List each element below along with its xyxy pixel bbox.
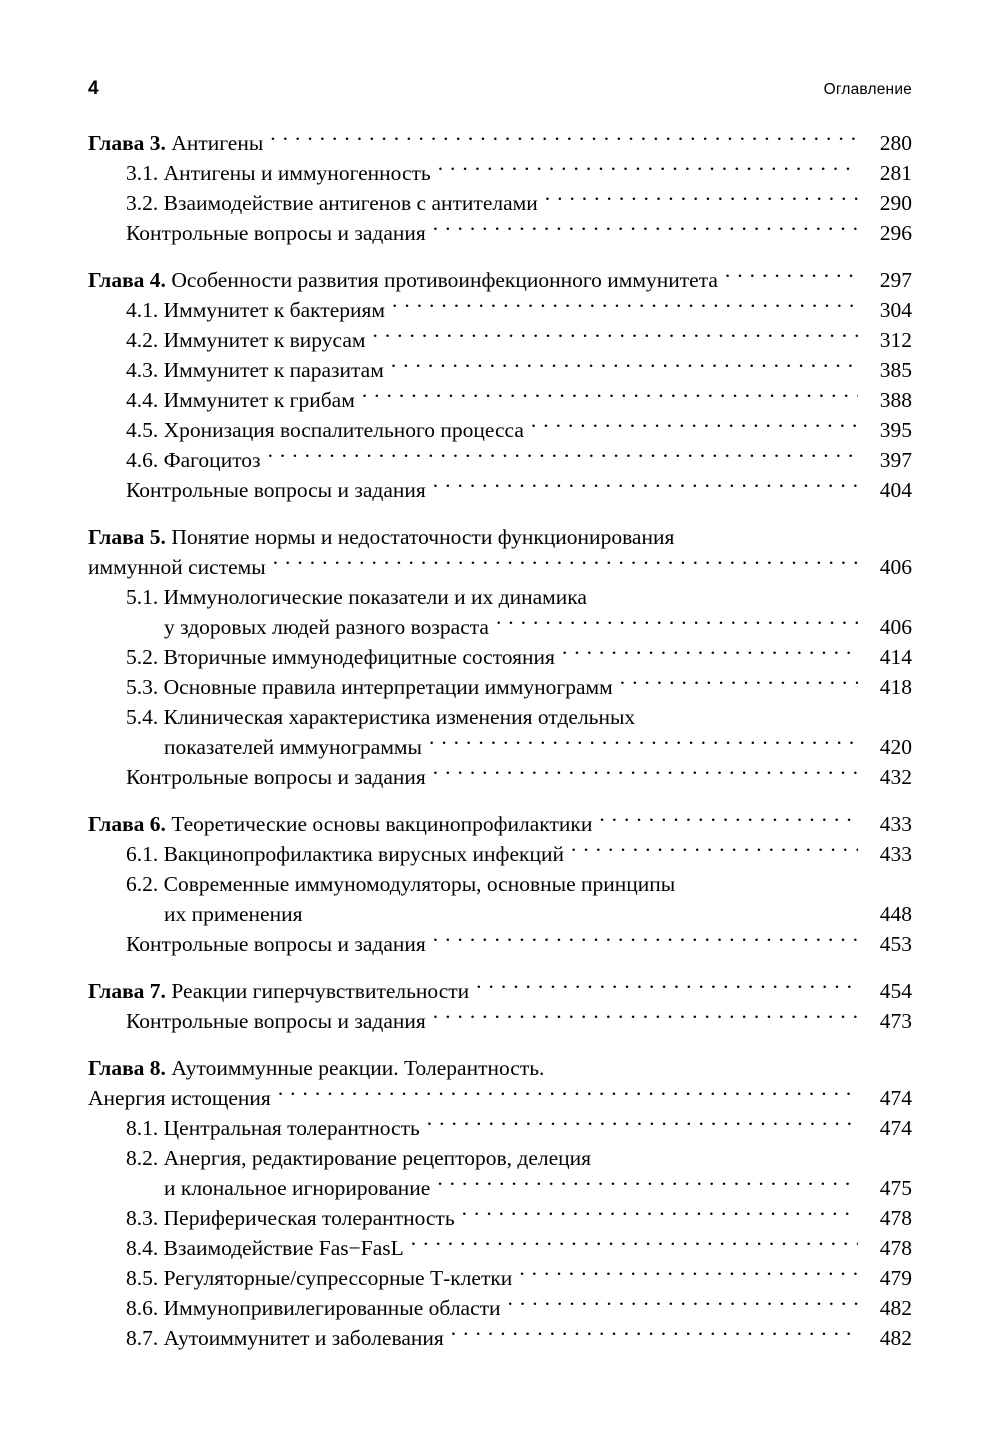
toc-entry-label (88, 523, 679, 553)
toc-leader-dots (598, 1143, 858, 1165)
running-title: Оглавление (823, 81, 912, 98)
toc-control-questions-entry[interactable] (88, 218, 912, 248)
toc-entry-label (88, 977, 474, 1007)
toc-entry-label: 3.2. Взаимодействие антигенов с антителами (126, 190, 538, 215)
toc-entry-label: 8.1. Центральная толерантность (126, 1115, 420, 1140)
toc-entry-label: 8.3. Периферическая толерантность (126, 1205, 455, 1230)
toc-entry-continuation[interactable] (88, 1083, 912, 1113)
toc-entry-label: 4.3. Иммунитет к паразитам (126, 357, 384, 382)
toc-section-entry[interactable] (88, 355, 912, 385)
toc-entry-label: Контрольные вопросы и задания (126, 931, 426, 956)
toc-chapter-entry[interactable] (88, 128, 912, 158)
toc-page-number: 454 (879, 978, 912, 1003)
toc-entry-label: и клональное игнорирование (164, 1175, 431, 1200)
toc-entry-continuation[interactable] (88, 1173, 912, 1203)
toc-entry-label: 6.2. Современные иммуномодуляторы, основные принципы (126, 871, 676, 896)
toc-leader-dots (391, 355, 858, 377)
toc-section-entry[interactable] (88, 415, 912, 445)
toc-group (88, 522, 912, 792)
toc-entry-label: показателей иммунограммы (164, 734, 422, 759)
toc-page-number: 397 (879, 447, 912, 472)
toc-page-number: 448 (879, 901, 912, 926)
toc-leader-dots (545, 188, 858, 210)
toc-group (88, 128, 912, 248)
toc-leader-dots (562, 642, 858, 664)
toc-chapter-number: Глава 6. (88, 811, 166, 836)
toc-entry-continuation[interactable] (88, 612, 912, 642)
toc-leader-dots (451, 1323, 858, 1345)
toc-entry-label (88, 266, 723, 296)
toc-page-number: 453 (879, 931, 912, 956)
toc-entry-label: 4.5. Хронизация воспалительного процесса (126, 417, 524, 442)
toc-control-questions-entry[interactable] (88, 929, 912, 959)
toc-chapter-title: Реакции гиперчувствительности (165, 978, 470, 1003)
toc-chapter-number: Глава 7. (88, 978, 166, 1003)
toc-chapter-entry[interactable] (88, 809, 912, 839)
toc-section-entry[interactable] (88, 869, 912, 899)
toc-entry-label: Контрольные вопросы и задания (126, 764, 426, 789)
toc-entry-continuation[interactable] (88, 732, 912, 762)
toc-page-number: 473 (879, 1008, 912, 1033)
toc-page-number: 281 (879, 160, 912, 185)
toc-entry-label: 6.1. Вакцинопрофилактика вирусных инфекций (126, 841, 564, 866)
toc-page-number: 475 (879, 1175, 912, 1200)
toc-entry-label: 5.1. Иммунологические показатели и их динамика (126, 584, 587, 609)
toc-group (88, 976, 912, 1036)
toc-page-number: 433 (879, 811, 912, 836)
toc-leader-dots (433, 762, 858, 784)
toc-section-entry[interactable] (88, 158, 912, 188)
toc-page-number: 406 (879, 614, 912, 639)
page-number: 4 (88, 78, 99, 99)
toc-leader-dots (437, 1173, 858, 1195)
toc-entry-label: 4.1. Иммунитет к бактериям (126, 297, 385, 322)
toc-chapter-title: Антигены (165, 130, 264, 155)
toc-entry-label (88, 810, 597, 840)
toc-leader-dots (531, 415, 858, 437)
toc-page-number: 290 (879, 190, 912, 215)
toc-section-entry[interactable] (88, 1323, 912, 1353)
toc-leader-dots (476, 976, 858, 998)
toc-entry-label: 8.2. Анергия, редактирование рецепторов, делеция (126, 1145, 592, 1170)
toc-leader-dots (681, 522, 858, 544)
toc-section-entry[interactable] (88, 295, 912, 325)
toc-leader-dots (392, 295, 858, 317)
toc-page-number: 406 (879, 554, 912, 579)
toc-page-number: 395 (879, 417, 912, 442)
toc-section-entry[interactable] (88, 672, 912, 702)
toc-entry-label: Контрольные вопросы и задания (126, 1008, 426, 1033)
toc-section-entry[interactable] (88, 1233, 912, 1263)
toc-leader-dots (429, 732, 858, 754)
toc-section-entry[interactable] (88, 1203, 912, 1233)
toc-section-entry[interactable] (88, 1293, 912, 1323)
toc-page-number: 296 (879, 220, 912, 245)
toc-leader-dots (725, 265, 858, 287)
toc-leader-dots (362, 385, 858, 407)
toc-section-entry[interactable] (88, 1263, 912, 1293)
toc-page-number: 482 (879, 1295, 912, 1320)
toc-chapter-title: Аутоиммунные реакции. Толерантность. (165, 1055, 545, 1080)
toc-leader-dots (620, 672, 858, 694)
toc-page-number: 385 (879, 357, 912, 382)
toc-entry-label: 4.2. Иммунитет к вирусам (126, 327, 366, 352)
toc-chapter-number: Глава 4. (88, 267, 166, 292)
toc-entry-label: 5.4. Клиническая характеристика изменения отдельных (126, 704, 636, 729)
toc-page-number: 388 (879, 387, 912, 412)
toc-leader-dots (433, 929, 858, 951)
toc-leader-dots (462, 1203, 858, 1225)
toc-entry-label: 8.7. Аутоиммунитет и заболевания (126, 1325, 444, 1350)
toc-page-number: 432 (879, 764, 912, 789)
toc-entry-label: у здоровых людей разного возраста (164, 614, 489, 639)
toc-chapter-number: Глава 8. (88, 1055, 166, 1080)
toc-page-number: 474 (879, 1085, 912, 1110)
toc-entry-label: 5.3. Основные правила интерпретации иммунограмм (126, 674, 613, 699)
toc-chapter-entry[interactable] (88, 265, 912, 295)
toc-section-entry[interactable] (88, 839, 912, 869)
toc-page-number: 474 (879, 1115, 912, 1140)
toc-leader-dots (682, 869, 858, 891)
toc-entry-label: Контрольные вопросы и задания (126, 220, 426, 245)
toc-control-questions-entry[interactable] (88, 475, 912, 505)
toc-chapter-title: Теоретические основы вакцинопрофилактики (165, 811, 593, 836)
toc-chapter-entry[interactable] (88, 522, 912, 552)
toc-entry-label: 8.6. Иммунопривилегированные области (126, 1295, 501, 1320)
toc-entry-label: их применения (164, 901, 303, 926)
toc-page-number: 304 (879, 297, 912, 322)
toc-page-number: 280 (879, 130, 912, 155)
toc-section-entry[interactable] (88, 188, 912, 218)
toc-leader-dots (496, 612, 858, 634)
toc-leader-dots (427, 1113, 858, 1135)
toc-leader-dots (433, 218, 858, 240)
toc-entry-label: 3.1. Антигены и иммуногенность (126, 160, 431, 185)
toc-chapter-number: Глава 3. (88, 130, 166, 155)
toc-page-number: 478 (879, 1205, 912, 1230)
toc-leader-dots (433, 1006, 858, 1028)
toc-chapter-title: Понятие нормы и недостаточности функционирования (165, 524, 675, 549)
toc-page-number: 418 (879, 674, 912, 699)
toc-entry-label: Анергия истощения (88, 1085, 271, 1110)
toc-section-entry[interactable] (88, 582, 912, 612)
toc-page-number: 482 (879, 1325, 912, 1350)
toc-leader-dots (519, 1263, 858, 1285)
toc-entry-label: Контрольные вопросы и задания (126, 477, 426, 502)
toc-page-number: 297 (879, 267, 912, 292)
toc-entry-label (88, 129, 268, 159)
toc-chapter-entry[interactable] (88, 1053, 912, 1083)
toc-leader-dots (438, 158, 858, 180)
toc-section-entry[interactable] (88, 1113, 912, 1143)
toc-entry-label: 4.6. Фагоцитоз (126, 447, 261, 472)
toc-chapter-title: Особенности развития противоинфекционного иммунитета (165, 267, 718, 292)
toc-leader-dots (273, 552, 858, 574)
toc-leader-dots (508, 1293, 858, 1315)
toc-leader-dots (594, 582, 858, 604)
toc-control-questions-entry[interactable] (88, 1006, 912, 1036)
toc-group (88, 809, 912, 959)
toc-entry-label (88, 1054, 549, 1084)
toc-group (88, 265, 912, 505)
toc-section-entry[interactable] (88, 642, 912, 672)
toc-entry-label: 8.4. Взаимодействие Fas−FasL (126, 1235, 404, 1260)
toc-entry-continuation[interactable] (88, 899, 912, 929)
toc-leader-dots (372, 325, 858, 347)
toc-entry-label: 5.2. Вторичные иммунодефицитные состояния (126, 644, 555, 669)
toc-leader-dots (551, 1053, 858, 1075)
table-of-contents (88, 128, 912, 1370)
toc-page-number: 414 (879, 644, 912, 669)
toc-section-entry[interactable] (88, 445, 912, 475)
toc-leader-dots (268, 445, 858, 467)
toc-leader-dots (599, 809, 858, 831)
toc-page-number: 404 (879, 477, 912, 502)
page-header (88, 78, 912, 100)
toc-chapter-number: Глава 5. (88, 524, 166, 549)
toc-page-number: 479 (879, 1265, 912, 1290)
toc-leader-dots (571, 839, 858, 861)
toc-leader-dots (310, 899, 859, 921)
toc-section-entry[interactable] (88, 385, 912, 415)
toc-page-number: 420 (879, 734, 912, 759)
toc-leader-dots (278, 1083, 858, 1105)
toc-control-questions-entry[interactable] (88, 762, 912, 792)
toc-entry-continuation[interactable] (88, 552, 912, 582)
toc-page-number: 433 (879, 841, 912, 866)
toc-leader-dots (642, 702, 858, 724)
toc-leader-dots (270, 128, 858, 150)
toc-entry-label: 8.5. Регуляторные/супрессорные Т-клетки (126, 1265, 513, 1290)
toc-leader-dots (433, 475, 858, 497)
toc-section-entry[interactable] (88, 702, 912, 732)
toc-entry-label: иммунной системы (88, 554, 266, 579)
toc-page-number: 478 (879, 1235, 912, 1260)
toc-leader-dots (411, 1233, 858, 1255)
toc-chapter-entry[interactable] (88, 976, 912, 1006)
toc-section-entry[interactable] (88, 325, 912, 355)
toc-page-number: 312 (879, 327, 912, 352)
toc-group (88, 1053, 912, 1353)
toc-section-entry[interactable] (88, 1143, 912, 1173)
toc-entry-label: 4.4. Иммунитет к грибам (126, 387, 355, 412)
